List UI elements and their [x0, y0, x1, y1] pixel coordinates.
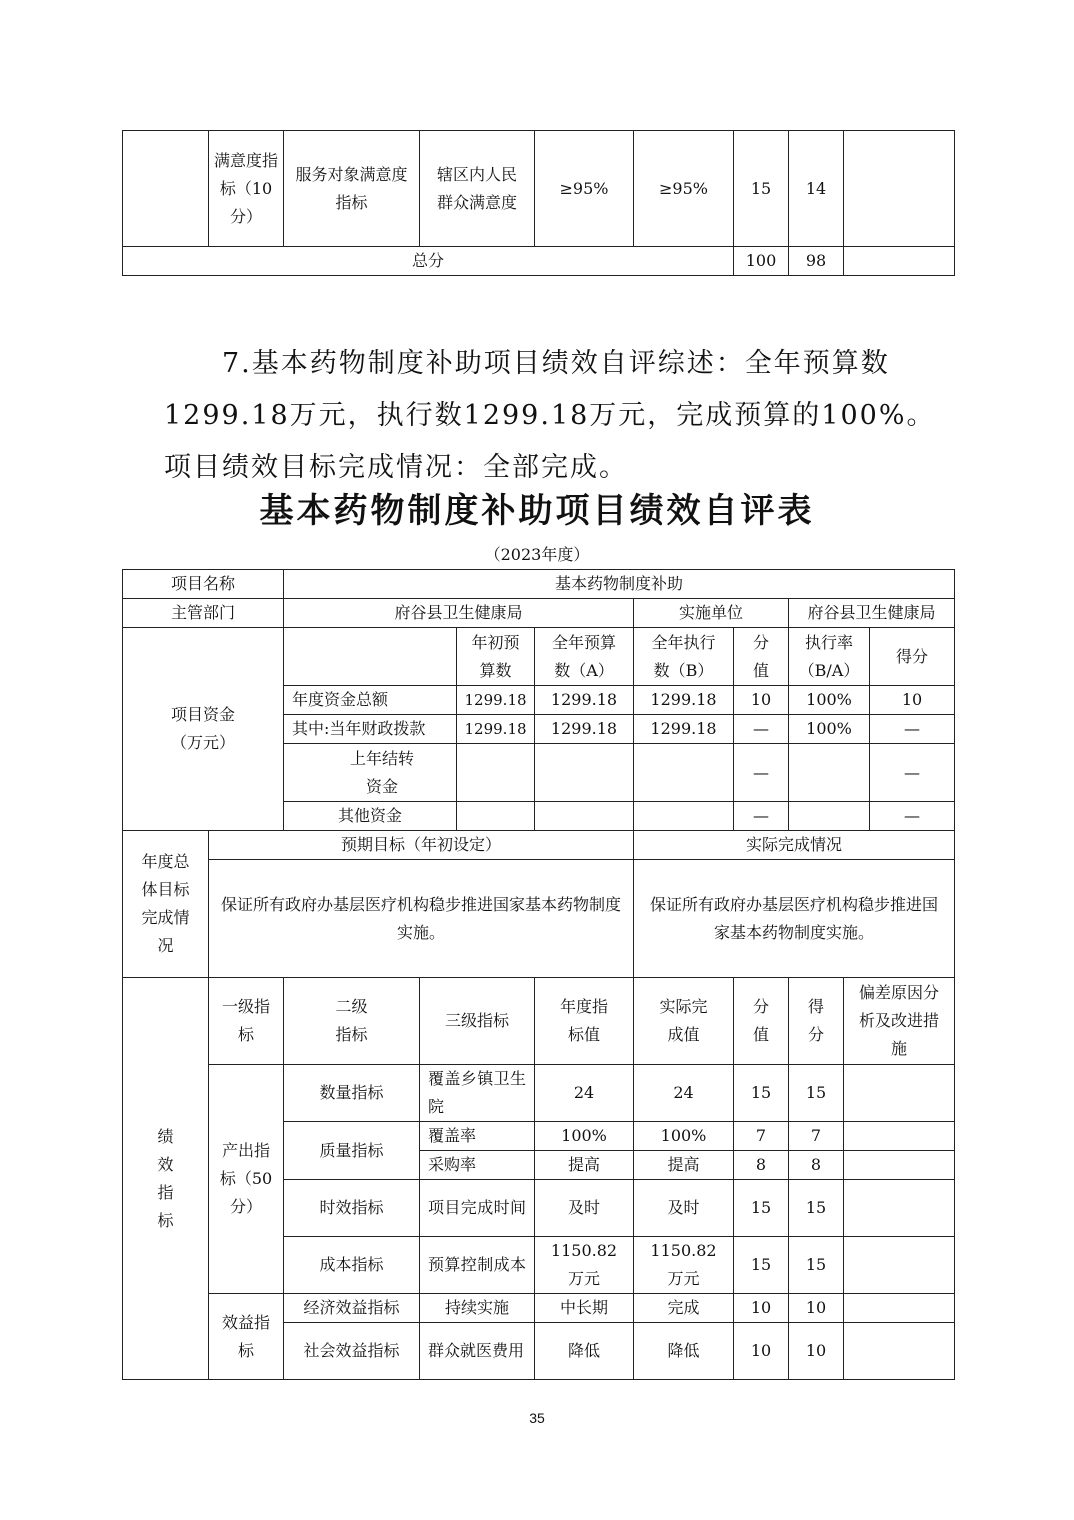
perf-row: [123, 1065, 955, 1122]
funds-exec: [634, 744, 734, 802]
project-name-value: 基本药物制度补助: [284, 570, 955, 599]
perf-note: [844, 1237, 955, 1294]
funds-rate: 100%: [789, 686, 870, 715]
page-number: 35: [529, 1410, 545, 1426]
total-label: 总分: [123, 247, 734, 276]
annual-header: 全年预算数（A）: [535, 628, 634, 686]
total-row: [123, 247, 955, 276]
goal-actual: 保证所有政府办基层医疗机构稳步推进国家基本药物制度实施。: [634, 860, 955, 978]
perf-lvl2: 社会效益指标: [284, 1323, 420, 1380]
perf-header-row: [123, 978, 955, 1065]
total-score-value: 100: [734, 247, 789, 276]
perf-lvl3: 群众就医费用: [420, 1323, 535, 1380]
perf-actual: 提高: [634, 1151, 734, 1180]
funds-annual: [535, 802, 634, 831]
perf-target: 降低: [535, 1323, 634, 1380]
goal-expected-label: 预期目标（年初设定）: [209, 831, 634, 860]
funds-score-value: —: [734, 715, 789, 744]
perf-lvl2: 成本指标: [284, 1237, 420, 1294]
continuation-table: [122, 130, 955, 276]
perf-lvl1-header: 一级指标: [209, 978, 284, 1065]
perf-score-value: 15: [734, 1180, 789, 1237]
perf-lvl3-header: 三级指标: [420, 978, 535, 1065]
perf-score: 15: [789, 1065, 844, 1122]
funds-initial: [457, 744, 535, 802]
actual-cell: ≥95%: [634, 131, 734, 247]
funds-score-value: —: [734, 802, 789, 831]
perf-actual: 100%: [634, 1122, 734, 1151]
funds-header-empty: [284, 628, 457, 686]
funds-annual: 1299.18: [535, 686, 634, 715]
goal-actual-label: 实际完成情况: [634, 831, 955, 860]
funds-annual: 1299.18: [535, 715, 634, 744]
perf-score: 15: [789, 1180, 844, 1237]
funds-row-label: 上年结转资金: [284, 744, 457, 802]
lvl3-cell: 辖区内人民群众满意度: [420, 131, 535, 247]
perf-note: [844, 1294, 955, 1323]
funds-exec: [634, 802, 734, 831]
perf-score: 8: [789, 1151, 844, 1180]
perf-lvl3: 覆盖乡镇卫生院: [420, 1065, 535, 1122]
perf-score-value: 15: [734, 1237, 789, 1294]
project-name-row: [123, 570, 955, 599]
perf-note-header: 偏差原因分析及改进措施: [844, 978, 955, 1065]
perf-label: 绩效指标: [123, 978, 209, 1380]
perf-score-value: 8: [734, 1151, 789, 1180]
summary-paragraph: 7.基本药物制度补助项目绩效自评综述：全年预算数1299.18万元，执行数1299.18万元，完成预算的100%。项目绩效目标完成情况：全部完成。: [164, 348, 936, 483]
perf-score: 7: [789, 1122, 844, 1151]
perf-score-header: 得分: [789, 978, 844, 1065]
perf-target: 中长期: [535, 1294, 634, 1323]
funds-rate: [789, 802, 870, 831]
perf-note: [844, 1065, 955, 1122]
perf-actual: 24: [634, 1065, 734, 1122]
perf-actual: 及时: [634, 1180, 734, 1237]
target-cell: ≥95%: [535, 131, 634, 247]
note-cell: [844, 131, 955, 247]
funds-score: —: [870, 802, 955, 831]
output-label: 产出指标（50分）: [209, 1065, 284, 1294]
perf-actual: 1150.82万元: [634, 1237, 734, 1294]
perf-score-value-header: 分值: [734, 978, 789, 1065]
funds-initial: [457, 802, 535, 831]
perf-actual: 完成: [634, 1294, 734, 1323]
perf-score-value: 7: [734, 1122, 789, 1151]
total-note: [844, 247, 955, 276]
funds-exec: 1299.18: [634, 715, 734, 744]
funds-score-value: 10: [734, 686, 789, 715]
funds-score-value: —: [734, 744, 789, 802]
funds-initial: 1299.18: [457, 686, 535, 715]
funds-exec: 1299.18: [634, 686, 734, 715]
perf-lvl3: 项目完成时间: [420, 1180, 535, 1237]
funds-label: 项目资金（万元）: [123, 628, 284, 831]
dept-row: [123, 599, 955, 628]
benefit-label: 效益指标: [209, 1294, 284, 1380]
table-title: 基本药物制度补助项目绩效自评表: [259, 491, 815, 531]
funds-header-row: [123, 628, 955, 686]
funds-row-label: 年度资金总额: [284, 686, 457, 715]
perf-lvl2: 质量指标: [284, 1122, 420, 1180]
funds-row-label: 其他资金: [284, 802, 457, 831]
funds-initial: 1299.18: [457, 715, 535, 744]
funds-rate: 100%: [789, 715, 870, 744]
perf-lvl3: 持续实施: [420, 1294, 535, 1323]
perf-target: 100%: [535, 1122, 634, 1151]
table-year: （2023年度）: [484, 545, 590, 564]
perf-target: 1150.82万元: [535, 1237, 634, 1294]
perf-note: [844, 1323, 955, 1380]
funds-annual: [535, 744, 634, 802]
perf-lvl2: 经济效益指标: [284, 1294, 420, 1323]
dept-label: 主管部门: [123, 599, 284, 628]
empty-cell: [123, 131, 209, 247]
perf-score-value: 10: [734, 1294, 789, 1323]
perf-lvl3: 覆盖率: [420, 1122, 535, 1151]
goal-header-row: [123, 831, 955, 860]
evaluation-table: [122, 569, 955, 1380]
perf-target: 提高: [535, 1151, 634, 1180]
goal-expected: 保证所有政府办基层医疗机构稳步推进国家基本药物制度实施。: [209, 860, 634, 978]
perf-target: 24: [535, 1065, 634, 1122]
perf-lvl2: 数量指标: [284, 1065, 420, 1122]
perf-note: [844, 1180, 955, 1237]
goal-label: 年度总体目标完成情况: [123, 831, 209, 978]
perf-note: [844, 1151, 955, 1180]
perf-score-value: 15: [734, 1065, 789, 1122]
funds-rate: [789, 744, 870, 802]
score-value-cell: 15: [734, 131, 789, 247]
perf-lvl3: 采购率: [420, 1151, 535, 1180]
perf-score: 10: [789, 1323, 844, 1380]
perf-score: 10: [789, 1294, 844, 1323]
funds-row-label: 其中:当年财政拨款: [284, 715, 457, 744]
score-value-header: 分值: [734, 628, 789, 686]
perf-target: 及时: [535, 1180, 634, 1237]
perf-lvl2-header: 二级指标: [284, 978, 420, 1065]
funds-score: —: [870, 715, 955, 744]
dept-value: 府谷县卫生健康局: [284, 599, 634, 628]
impl-label: 实施单位: [634, 599, 789, 628]
funds-score: —: [870, 744, 955, 802]
perf-actual: 降低: [634, 1323, 734, 1380]
lvl2-cell: 服务对象满意度指标: [284, 131, 420, 247]
rate-header: 执行率（B/A）: [789, 628, 870, 686]
score-header: 得分: [870, 628, 955, 686]
funds-score: 10: [870, 686, 955, 715]
project-name-label: 项目名称: [123, 570, 284, 599]
perf-note: [844, 1122, 955, 1151]
score-cell: 14: [789, 131, 844, 247]
exec-header: 全年执行数（B）: [634, 628, 734, 686]
total-score: 98: [789, 247, 844, 276]
perf-actual-header: 实际完成值: [634, 978, 734, 1065]
satisfaction-row: [123, 131, 955, 247]
perf-row: [123, 1294, 955, 1323]
goal-content-row: [123, 860, 955, 978]
perf-lvl2: 时效指标: [284, 1180, 420, 1237]
lvl1-cell: 满意度指标（10分）: [209, 131, 284, 247]
perf-target-header: 年度指标值: [535, 978, 634, 1065]
perf-lvl3: 预算控制成本: [420, 1237, 535, 1294]
perf-score-value: 10: [734, 1323, 789, 1380]
perf-score: 15: [789, 1237, 844, 1294]
initial-header: 年初预算数: [457, 628, 535, 686]
impl-value: 府谷县卫生健康局: [789, 599, 955, 628]
